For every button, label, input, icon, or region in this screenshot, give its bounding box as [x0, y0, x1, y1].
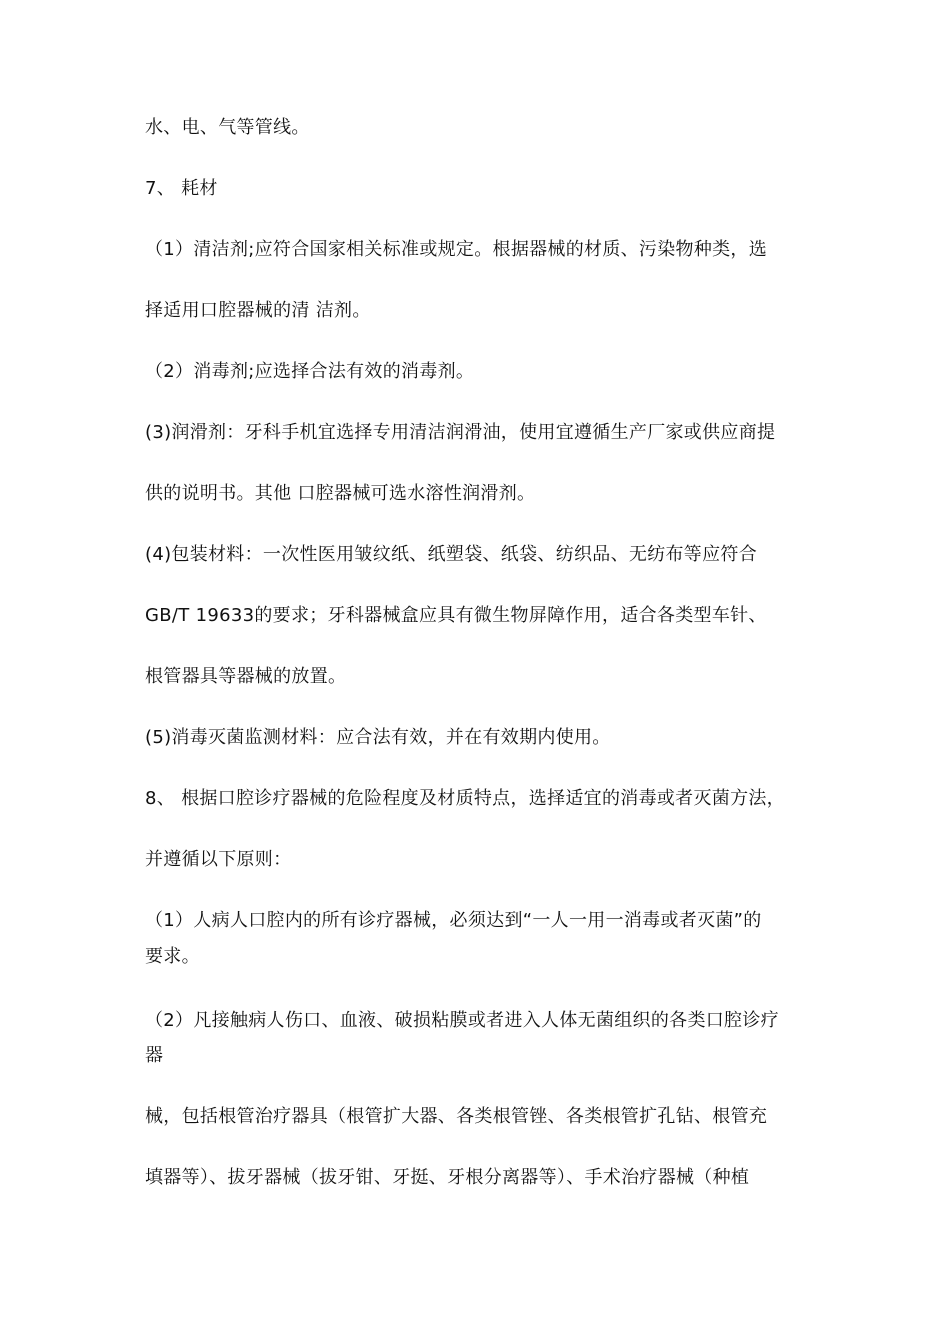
text-line: （1）清洁剂;应符合国家相关标准或规定。根据器械的材质、污染物种类，选	[145, 239, 768, 260]
text-line: (3)润滑剂：牙科手机宜选择专用清洁润滑油，使用宜遵循生产厂家或供应商提	[145, 422, 776, 443]
text-line: 填器等）、拔牙器械（拔牙钳、牙挺、牙根分离器等）、手术治疗器械（种植	[145, 1167, 750, 1188]
text-line: 要求。	[145, 946, 200, 967]
text-line: 择适用口腔器械的清 洁剂。	[145, 300, 371, 321]
text-line: （1）人病人口腔内的所有诊疗器械，必须达到“一人一用一消毒或者灭菌”的	[145, 910, 762, 931]
text-line: 并遵循以下原则：	[145, 849, 292, 870]
section-heading: 7、 耗材	[145, 178, 218, 199]
text-line: 器	[145, 1045, 164, 1066]
text-line: GB/T 19633的要求；牙科器械盒应具有微生物屏障作用，适合各类型车针、	[145, 605, 767, 626]
text-line: (5)消毒灭菌监测材料：应合法有效，并在有效期内使用。	[145, 727, 611, 748]
text-line: （2）凡接触病人伤口、血液、破损粘膜或者进入人体无菌组织的各类口腔诊疗	[145, 1010, 779, 1031]
text-line: （2）消毒剂;应选择合法有效的消毒剂。	[145, 361, 475, 382]
text-line: 根管器具等器械的放置。	[145, 666, 347, 687]
text-line: (4)包装材料：一次性医用皱纹纸、纸塑袋、纸袋、纺织品、无纺布等应符合	[145, 544, 757, 565]
text-line: 水、电、气等管线。	[145, 117, 310, 138]
text-line: 械，包括根管治疗器具（根管扩大器、各类根管锉、各类根管扩孔钻、根管充	[145, 1106, 768, 1127]
text-line: 供的说明书。其他 口腔器械可选水溶性润滑剂。	[145, 483, 536, 504]
section-heading: 8、 根据口腔诊疗器械的危险程度及材质特点，选择适宜的消毒或者灭菌方法，	[145, 788, 785, 809]
